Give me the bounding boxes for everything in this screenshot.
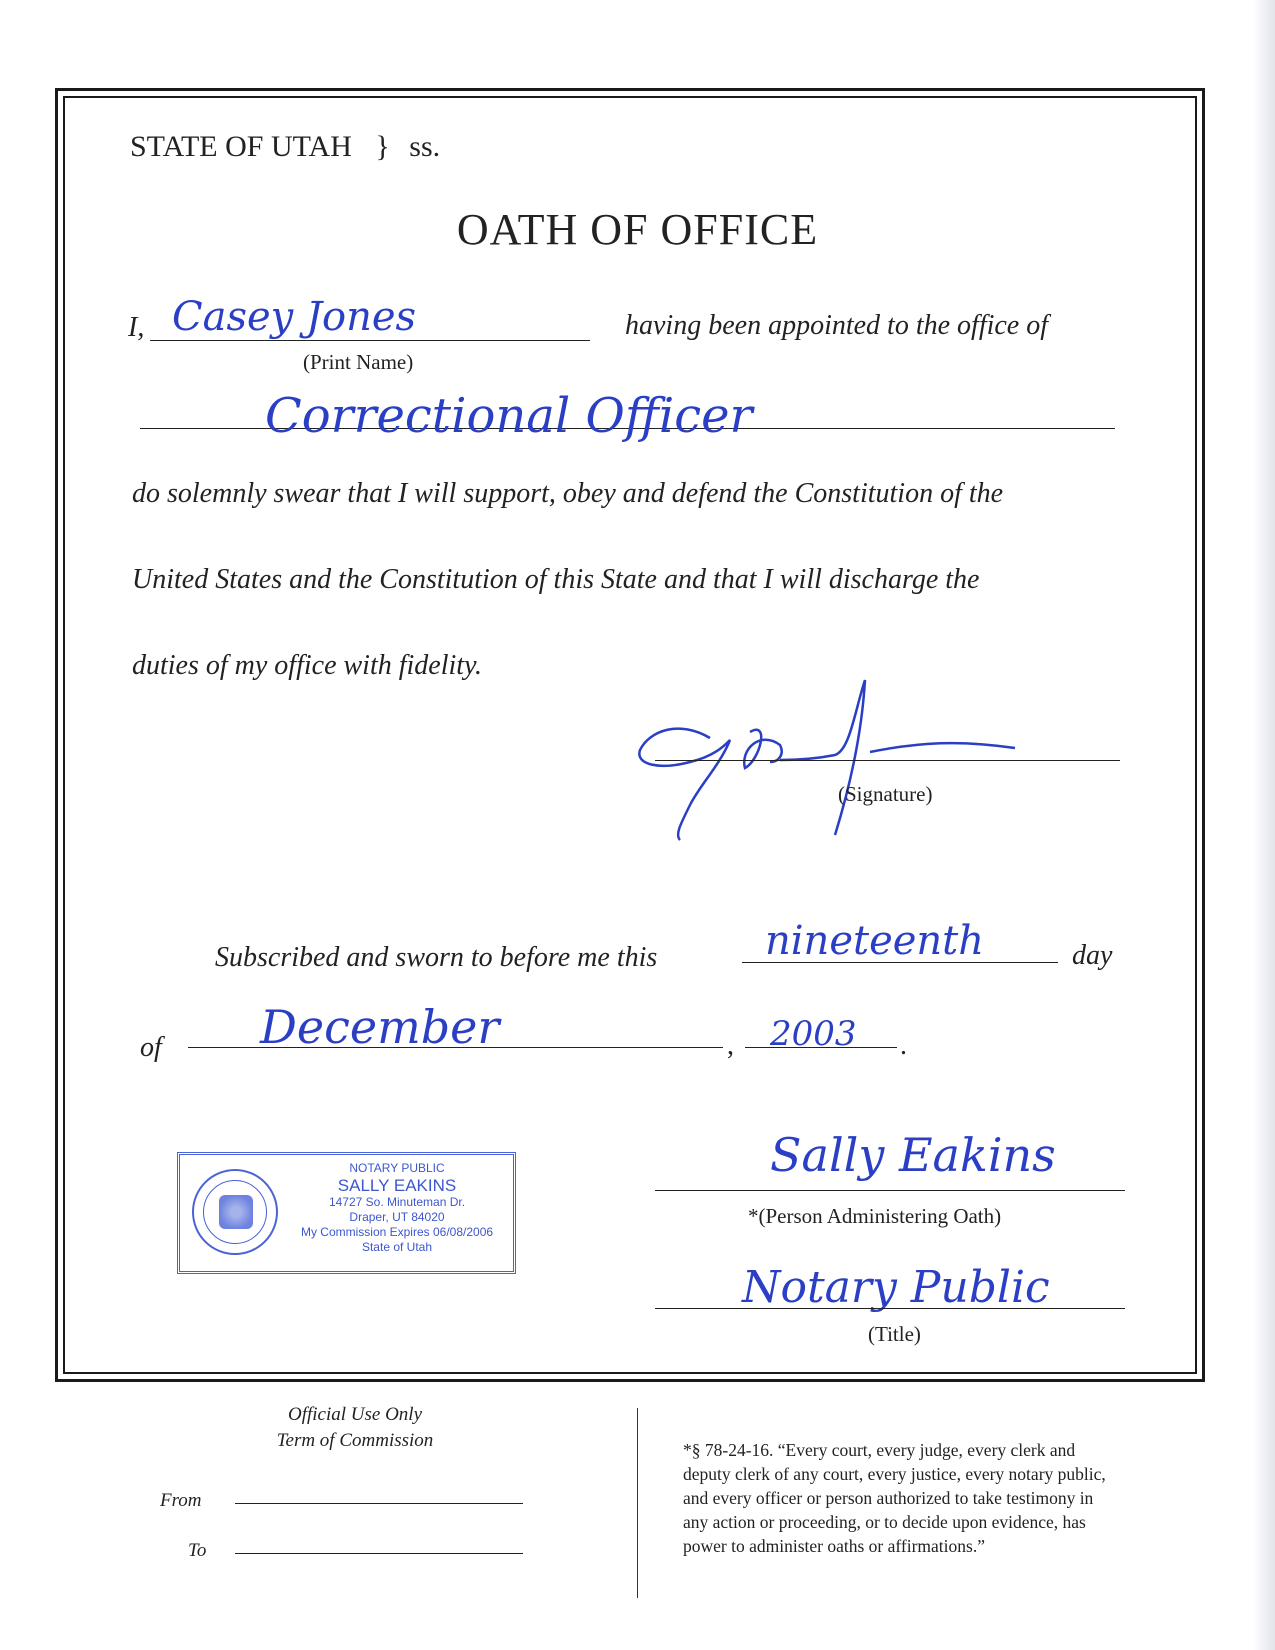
day-handwritten[interactable]: nineteenth <box>765 918 985 964</box>
notary-stamp <box>177 1152 516 1274</box>
oath-body-line-1: do solemnly swear that I will support, obey and defend the Constitution of the <box>132 478 1004 509</box>
administrator-signature[interactable]: Sally Eakins <box>770 1128 1056 1182</box>
appointed-text: having been appointed to the office of <box>625 310 1049 341</box>
term-of-commission-heading: Term of Commission <box>276 1430 434 1451</box>
state-seal-icon <box>192 1169 278 1255</box>
stamp-line-1: NOTARY PUBLIC <box>349 1161 445 1175</box>
stamp-line-6: State of Utah <box>361 1240 433 1254</box>
footnote-line-1: *§ 78-24-16. “Every court, every judge, every clerk and <box>683 1440 1076 1460</box>
date-comma: , <box>727 1030 734 1061</box>
stamp-line-3: 14727 So. Minuteman Dr. <box>328 1195 466 1209</box>
print-name-caption: (Print Name) <box>303 350 414 374</box>
oath-body-line-2: United States and the Constitution of this State and that I will discharge the <box>132 564 980 595</box>
oath-body-line-3: duties of my office with fidelity. <box>132 650 482 681</box>
to-line[interactable] <box>235 1553 523 1554</box>
pronoun-i: I, <box>128 312 145 343</box>
month-handwritten[interactable]: December <box>260 1000 500 1054</box>
signature-line <box>655 760 1120 761</box>
brace: } <box>375 130 390 163</box>
day-word: day <box>1072 940 1113 971</box>
footnote <box>683 1438 1106 1558</box>
footnote-line-5: power to administer oaths or affirmations.” <box>683 1536 985 1556</box>
state-name: STATE OF UTAH <box>130 130 352 163</box>
sworn-lead-text: Subscribed and sworn to before me this <box>215 942 658 973</box>
footer-divider <box>637 1408 638 1598</box>
signature-caption: (Signature) <box>838 782 933 806</box>
from-label: From <box>160 1490 202 1511</box>
year-handwritten[interactable]: 2003 <box>770 1014 857 1054</box>
administrator-caption: *(Person Administering Oath) <box>748 1204 1002 1228</box>
stamp-text <box>292 1161 502 1255</box>
print-name-handwritten[interactable]: Casey Jones <box>172 294 417 340</box>
title-caption: (Title) <box>868 1322 921 1346</box>
of-word: of <box>140 1032 162 1063</box>
footnote-line-3: and every officer or person authorized to take testimony in <box>683 1488 1094 1508</box>
date-period: . <box>900 1030 907 1061</box>
official-use-heading: Official Use Only <box>287 1404 423 1425</box>
administrator-line <box>655 1190 1125 1191</box>
to-label: To <box>188 1540 207 1561</box>
footnote-line-4: any action or proceeding, or to decide upon evidence, has <box>683 1512 1086 1532</box>
from-line[interactable] <box>235 1503 523 1504</box>
oath-taker-signature[interactable] <box>630 670 1080 870</box>
office-handwritten[interactable]: Correctional Officer <box>265 388 753 444</box>
stamp-line-2: SALLY EAKINS <box>337 1176 457 1195</box>
page-title: OATH OF OFFICE <box>456 205 819 254</box>
state-label <box>130 130 440 164</box>
stamp-line-5: My Commission Expires 06/08/2006 <box>300 1225 494 1239</box>
ss-abbrev: ss. <box>409 130 441 163</box>
stamp-line-4: Draper, UT 84020 <box>349 1210 445 1224</box>
footnote-line-2: deputy clerk of any court, every justice, every notary public, <box>683 1464 1106 1484</box>
name-line <box>150 340 590 341</box>
title-line <box>655 1308 1125 1309</box>
title-handwritten[interactable]: Notary Public <box>742 1262 1050 1313</box>
